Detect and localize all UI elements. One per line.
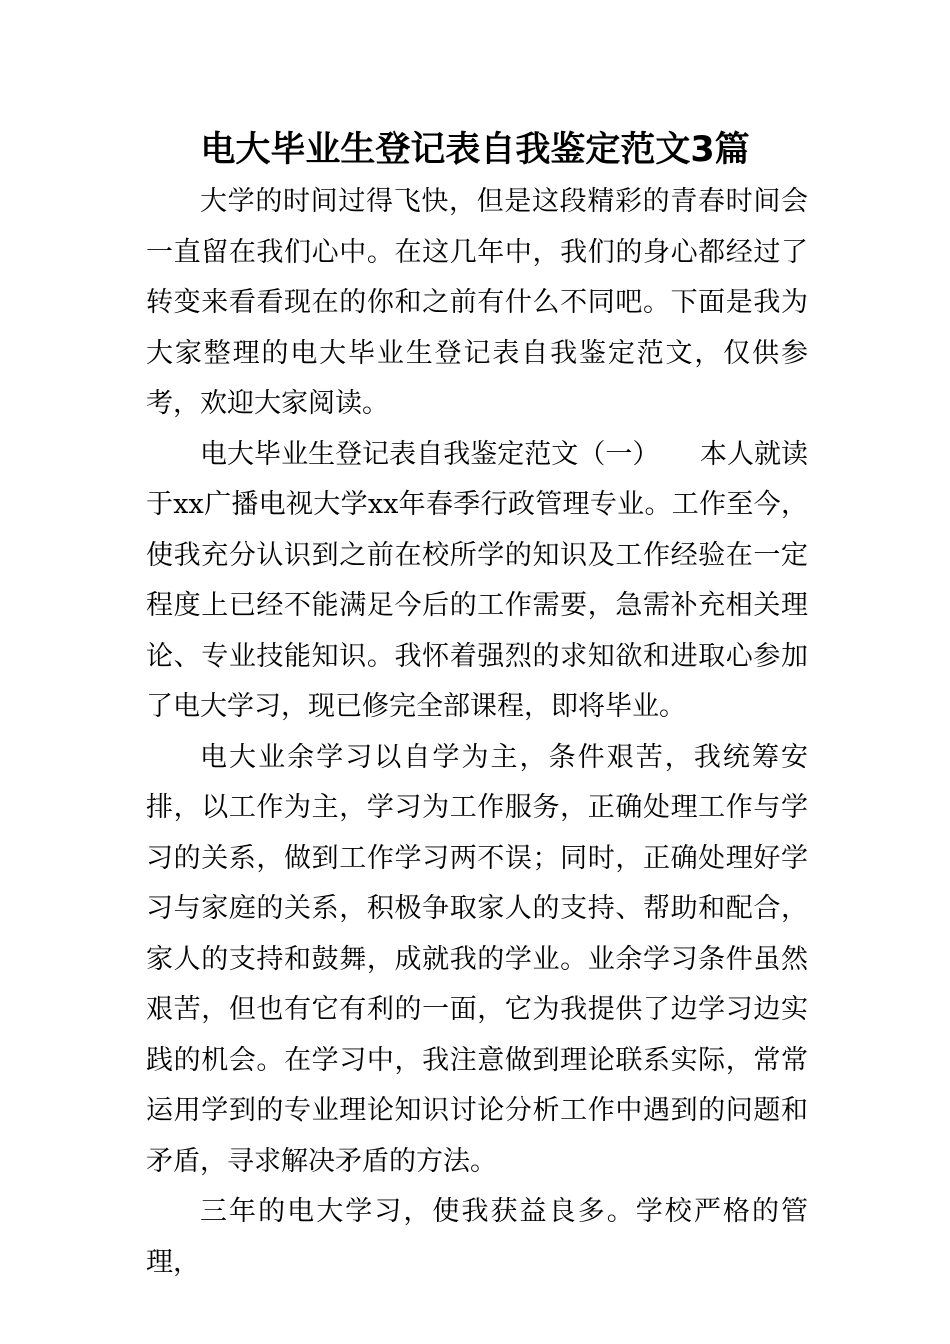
- document-title: 电大毕业生登记表自我鉴定范文3篇: [200, 130, 750, 170]
- document-body: [146, 177, 808, 1288]
- paragraph-sample-one-opening: 电大毕业生登记表自我鉴定范文（一） 本人就读于xx广播电视大学xx年春季行政管理专业。工作至今，使我充分认识到之前在校所学的知识及工作经验在一定程度上已经不能满足今后的工作需要，急需补充相关理论、专业技能知识。我怀着强烈的求知欲和进取心参加了电大学习，现已修完全部课程，即将毕业。: [146, 438, 808, 722]
- paragraph-intro: 大学的时间过得飞快，但是这段精彩的青春时间会一直留在我们心中。在这几年中，我们的身心都经过了转变来看看现在的你和之前有什么不同吧。下面是我为大家整理的电大毕业生登记表自我鉴定范文，仅供参考，欢迎大家阅读。: [146, 186, 808, 419]
- paragraph-three-years: 三年的电大学习，使我获益良多。学校严格的管理，: [146, 1196, 808, 1278]
- paragraph-study-conditions: 电大业余学习以自学为主，条件艰苦，我统筹安排，以工作为主，学习为工作服务，正确处理工作与学习的关系，做到工作学习两不误；同时，正确处理好学习与家庭的关系，积极争取家人的支持、帮助和配合，家人的支持和鼓舞，成就我的学业。业余学习条件虽然艰苦，但也有它有利的一面，它为我提供了边学习边实践的机会。在学习中，我注意做到理论联系实际，常常运用学到的专业理论知识讨论分析工作中遇到的问题和矛盾，寻求解决矛盾的方法。: [146, 741, 808, 1177]
